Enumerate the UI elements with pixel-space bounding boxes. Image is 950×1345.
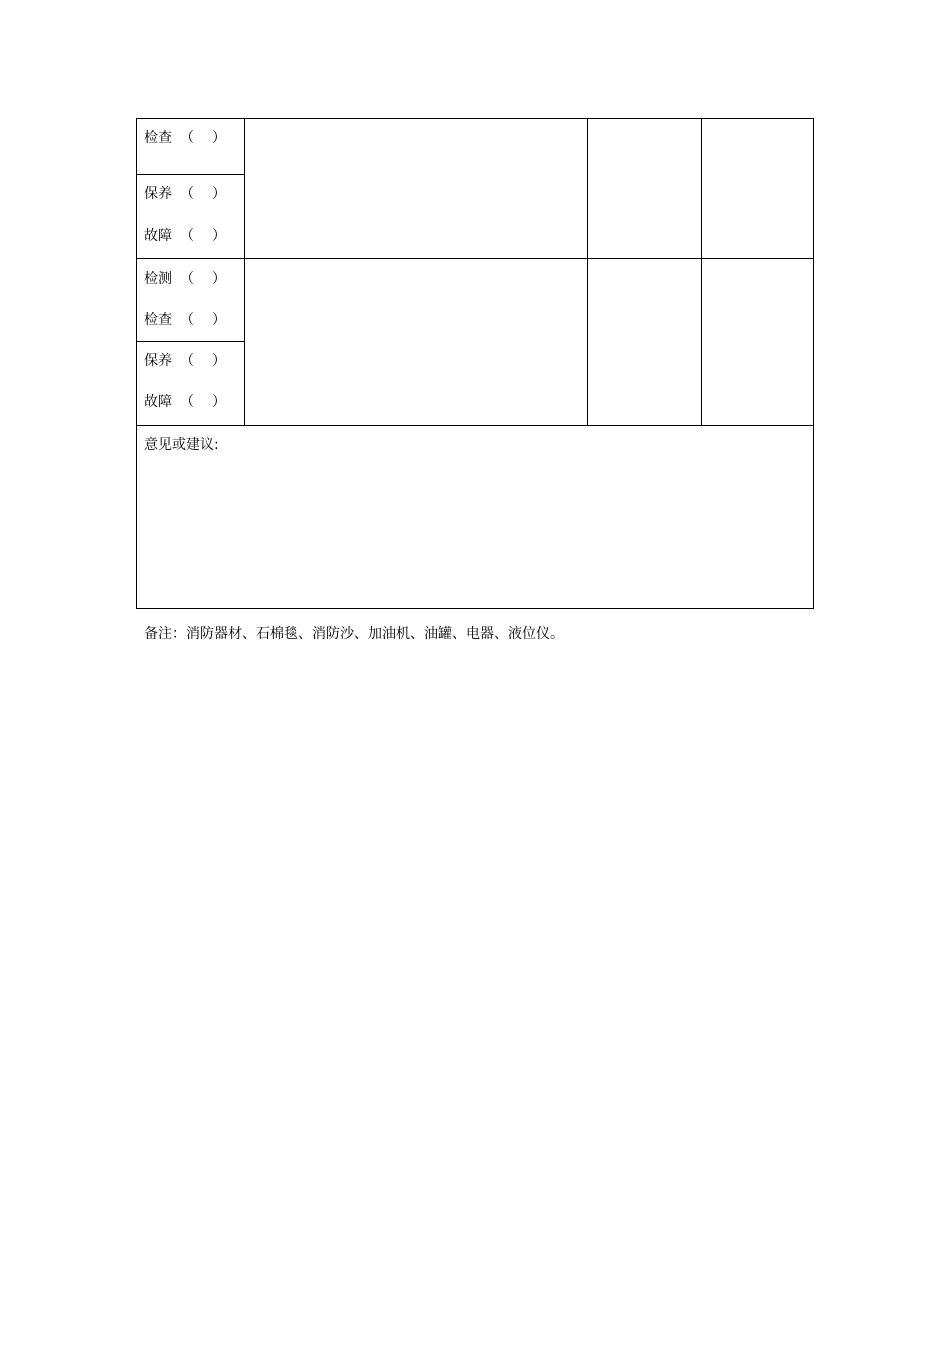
content-cell xyxy=(245,259,588,426)
form-row-2-top xyxy=(137,259,814,342)
option-check xyxy=(144,131,226,147)
paren-open: （ xyxy=(180,186,194,202)
option-fault xyxy=(144,229,226,245)
status-option-cell xyxy=(137,259,245,342)
form-row-1-top xyxy=(137,119,814,175)
option-label: 检查 xyxy=(144,312,172,328)
blank-cell xyxy=(702,119,814,259)
option-label: 检查 xyxy=(144,130,172,146)
content-cell xyxy=(245,119,588,259)
option-label: 保养 xyxy=(144,186,172,202)
option-maintenance xyxy=(144,354,226,370)
paren-close: ） xyxy=(212,312,226,328)
status-option-cell xyxy=(137,342,245,426)
footnote: 备注：消防器材、石棉毯、消防沙、加油机、油罐、电器、液位仪。 xyxy=(144,626,564,642)
blank-cell xyxy=(702,259,814,426)
paren-close: ） xyxy=(212,228,226,244)
blank-cell xyxy=(588,259,702,426)
inspection-form-table xyxy=(136,118,814,609)
option-check xyxy=(144,313,226,329)
paren-open: （ xyxy=(180,228,194,244)
option-label: 检测 xyxy=(144,271,172,287)
status-option-cell xyxy=(137,175,245,259)
option-label: 故障 xyxy=(144,394,172,410)
paren-close: ） xyxy=(212,353,226,369)
remarks-cell xyxy=(137,426,814,609)
paren-close: ） xyxy=(212,186,226,202)
remarks-label: 意见或建议: xyxy=(144,437,219,453)
paren-open: （ xyxy=(180,353,194,369)
option-maintenance xyxy=(144,187,226,203)
paren-open: （ xyxy=(180,312,194,328)
paren-close: ） xyxy=(212,130,226,146)
blank-cell xyxy=(588,119,702,259)
option-label: 故障 xyxy=(144,228,172,244)
status-option-cell xyxy=(137,119,245,175)
option-fault xyxy=(144,395,226,411)
option-label: 保养 xyxy=(144,353,172,369)
paren-close: ） xyxy=(212,394,226,410)
paren-close: ） xyxy=(212,271,226,287)
paren-open: （ xyxy=(180,271,194,287)
remarks-row xyxy=(137,426,814,609)
option-test xyxy=(144,272,226,288)
paren-open: （ xyxy=(180,394,194,410)
paren-open: （ xyxy=(180,130,194,146)
